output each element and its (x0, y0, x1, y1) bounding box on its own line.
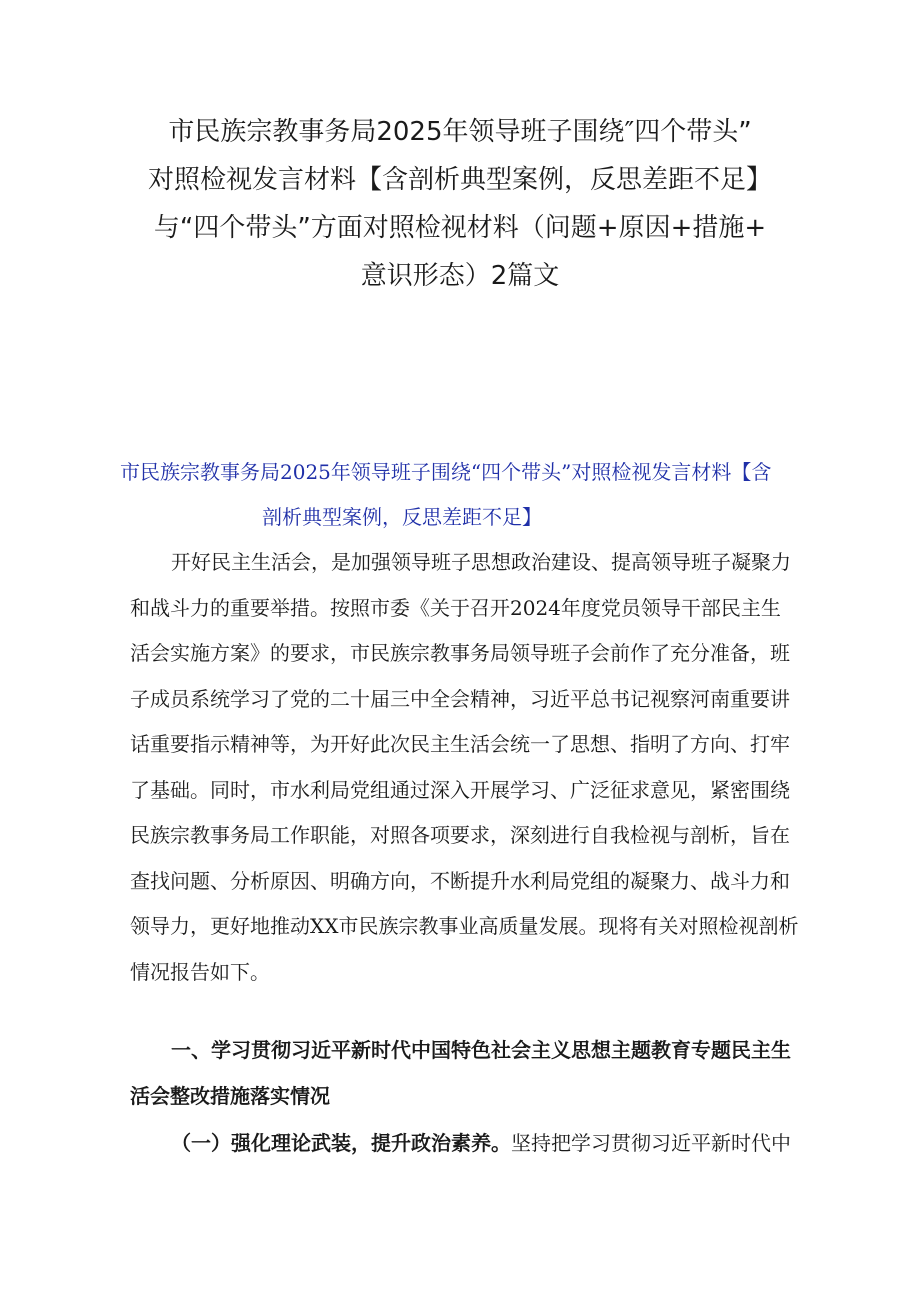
title-line: 意识形态）2篇文 (360, 261, 560, 291)
section-heading-line: 市民族宗教事务局2025年领导班子围绕“四个带头”对照检视发言材料【含 (120, 460, 772, 484)
section-heading (120, 450, 800, 540)
paragraph-line: 开好民主生活会，是加强领导班子思想政治建设、提高领导班子凝聚力 (171, 550, 791, 574)
title-line: 市民族宗教事务局2025年领导班子围绕″四个带头” (168, 117, 752, 147)
title-line: 对照检视发言材料【含剖析典型案例，反思差距不足】 (147, 165, 772, 195)
paragraph-line: 民族宗教事务局工作职能，对照各项要求，深刻进行自我检视与剖析，旨在 (130, 823, 790, 847)
document-title (110, 108, 810, 300)
intro-paragraph (130, 540, 800, 995)
paragraph-line: 子成员系统学习了党的二十届三中全会精神，习近平总书记视察河南重要讲 (130, 686, 790, 711)
heading-level-1 (130, 1027, 800, 1119)
subsection-label: （一）强化理论武装，提升政治素养。 (171, 1131, 511, 1155)
paragraph-line: 活会实施方案》的要求，市民族宗教事务局领导班子会前作了充分准备，班 (130, 641, 790, 665)
heading-line: 活会整改措施落实情况 (130, 1084, 330, 1108)
subsection-text: 坚持把学习贯彻习近平新时代中 (511, 1131, 791, 1155)
paragraph-line: 了基础。同时，市水利局党组通过深入开展学习、广泛征求意见，紧密围绕 (130, 777, 790, 802)
paragraph-line: 和战斗力的重要举措。按照市委《关于召开2024年度党员领导干部民主生 (130, 595, 781, 620)
paragraph-line: 情况报告如下。 (130, 959, 270, 984)
heading-line: 一、学习贯彻习近平新时代中国特色社会主义思想主题教育专题民主生 (171, 1038, 791, 1062)
subsection-paragraph (171, 1120, 811, 1166)
section-heading-line: 剖析典型案例，反思差距不足】 (262, 505, 542, 529)
paragraph-line: 查找问题、分析原因、明确方向，不断提升水利局党组的凝聚力、战斗力和 (130, 868, 790, 893)
title-line: 与“四个带头”方面对照检视材料（问题+原因+措施+ (153, 213, 767, 243)
paragraph-line: 话重要指示精神等，为开好此次民主生活会统一了思想、指明了方向、打牢 (130, 732, 790, 756)
paragraph-line: 领导力，更好地推动XX市民族宗教事业高质量发展。现将有关对照检视剖析 (130, 914, 799, 938)
